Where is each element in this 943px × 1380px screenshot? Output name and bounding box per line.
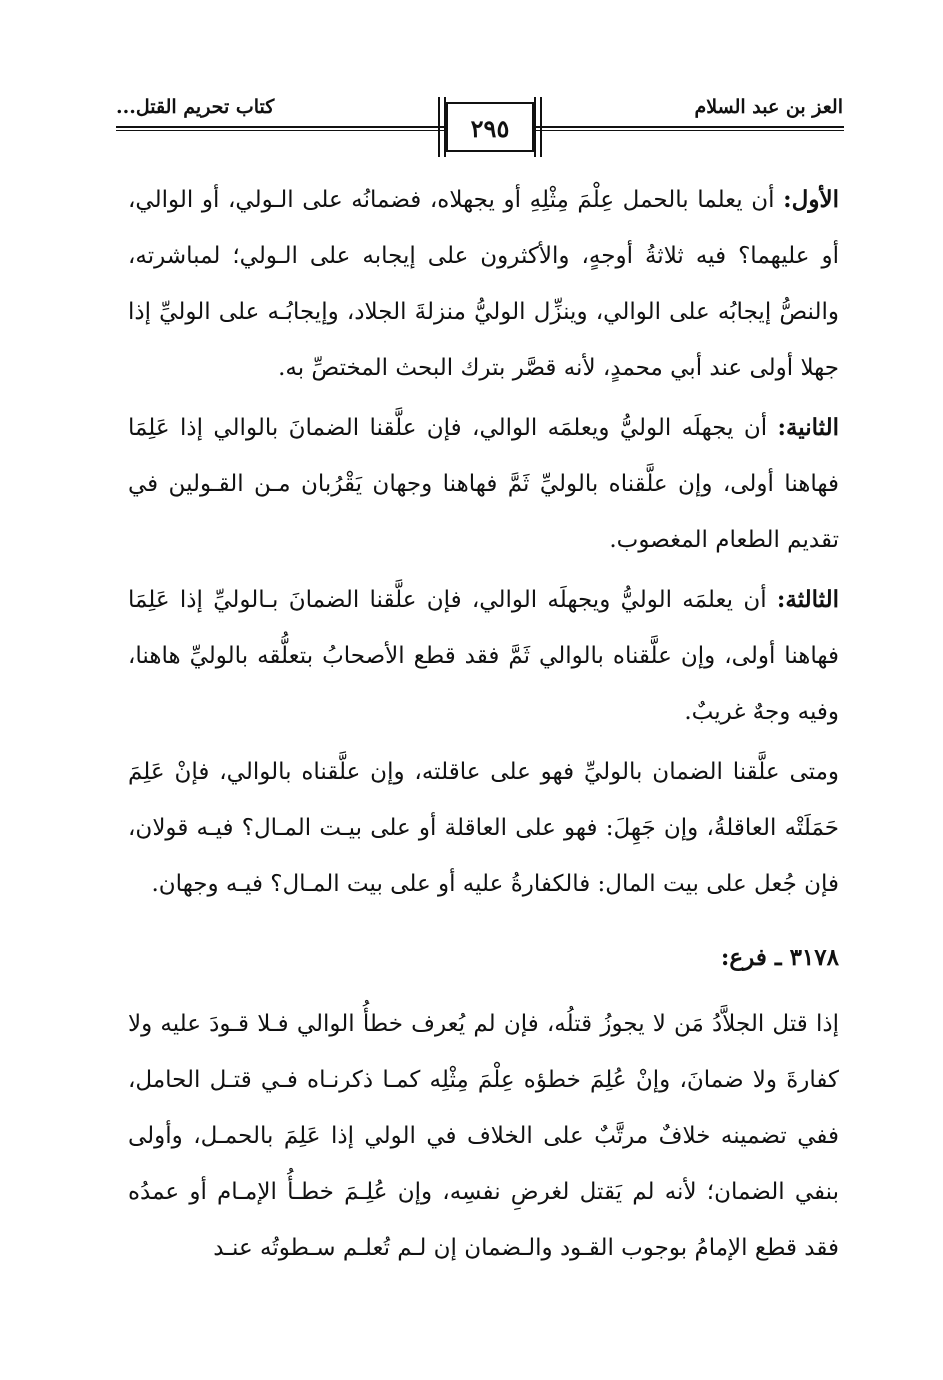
running-header-author: العز بن عبد السلام bbox=[694, 96, 843, 118]
paragraph-lead: الثانية: bbox=[777, 414, 839, 441]
paragraph-first bbox=[128, 172, 839, 396]
paragraph-second bbox=[128, 400, 839, 568]
paragraph-lead: الثالثة: bbox=[776, 586, 839, 613]
paragraph-third bbox=[128, 572, 839, 740]
paragraph-text: ومتى علَّقنا الضمان بالوليِّ فهو على عاقلته، وإن علَّقناه بالوالي، فإنْ عَلِمَ حَمَلَتْه العاقلةُ، وإن جَهِلَ: فهو على العاقلة أو على بيـت المـال؟ فيـه قولان، فإن جُعل على بيت المال: فالكفارةُ عليه أو على بيت المـال؟ فيـه وجهان. bbox=[128, 759, 839, 897]
page-number-frame bbox=[446, 102, 534, 152]
paragraph-fourth bbox=[128, 744, 839, 912]
section-paragraph: إذا قتل الجلاَّدُ مَن لا يجوزُ قتلُه، فإن لم يُعرف خطأُ الوالي فـلا قـودَ عليه ولا كفارةَ ولا ضمانَ، وإنْ عُلِمَ خطؤه عِلْمَ مِثْلِه كمـا ذكرنـاه فـي قتـل الحامل، ففي تضمينه خلافٌ مرتَّبٌ على الخلاف في الولي إذا عَلِمَ بالحمـل، وأولى بنفي الضمان؛ لأنه لم يَقتل لغرضِ نفسِه، وإن عُلِـمَ خطـأُ الإمـام أو عمدُه فقد قطع الإمامُ بوجوب القـود والـضمان إن لـم تُعلـم سـطوتُه عنـد bbox=[128, 1011, 839, 1261]
paragraph-text: أن يجهلَه الوليُّ ويعلمَه الوالي، فإن علَّقنا الضمانَ بالوالي إذا عَلِمَا فهاهنا أولى، وإن علَّقناه بالوليِّ ثَمَّ فهاهنا وجهان يَقْرُبان مـن القـولين في تقديم الطعام المغصوب. bbox=[128, 415, 839, 553]
running-header-book-title: كتاب تحريم القتل... bbox=[116, 96, 275, 118]
paragraph-text: أن يعلما بالحمل عِلْمَ مِثْلِهِ أو يجهلاه، فضمانُه على الـولي، أو الوالي، أو عليهما؟ فيه ثلاثةُ أوجهٍ، والأكثرون على إيجابه على الـولي؛ لمباشرته، والنصُّ إيجابُه على الوالي، وينزِّل الوليُّ منزلةَ الجلاد، وإيجابُـه على الوليِّ إذا جهلا أولى عند أبي محمدٍ، لأنه قصَّر بترك البحث المختصِّ به. bbox=[128, 187, 839, 381]
paragraph-text: أن يعلمَه الوليُّ ويجهلَه الوالي، فإن علَّقنا الضمانَ بـالوليِّ إذا عَلِمَا فهاهنا أولى، وإن علَّقناه بالوالي ثَمَّ فقد قطع الأصحابُ بتعلُّقه بالوليِّ هاهنا، وفيه وجهٌ غريبٌ. bbox=[128, 587, 839, 725]
paragraph-lead: الأول: bbox=[783, 186, 839, 213]
page-body bbox=[128, 172, 839, 1280]
section-heading: ٣١٧٨ ـ فرع: bbox=[720, 944, 839, 971]
page-number: ٢٩٥ bbox=[470, 114, 510, 143]
